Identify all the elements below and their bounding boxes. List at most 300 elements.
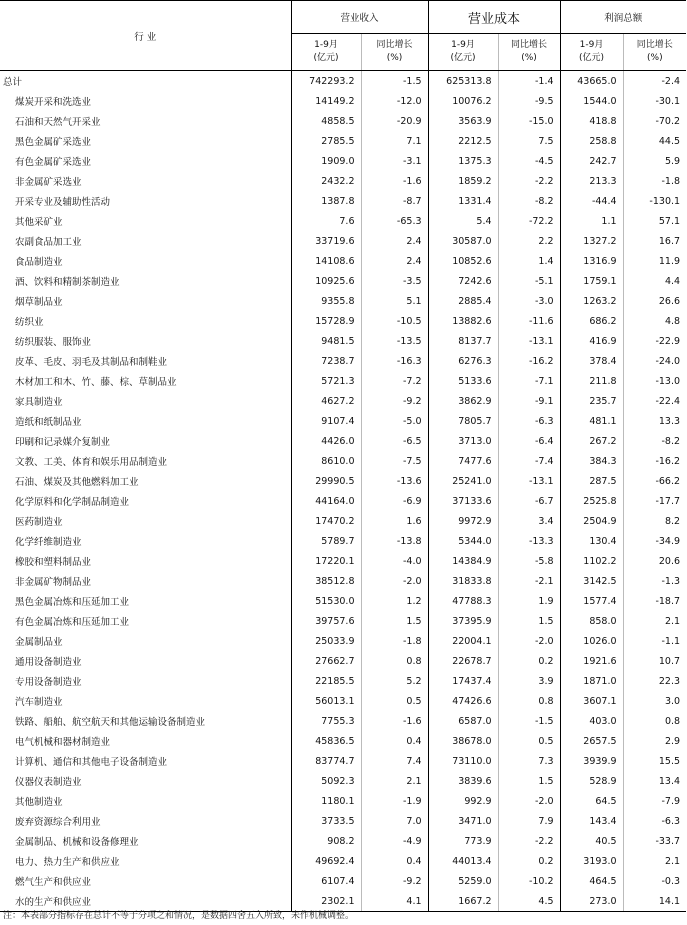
value-cell: -66.2 [623, 471, 686, 491]
value-cell: 25033.9 [291, 631, 361, 651]
value-cell: -2.0 [361, 571, 428, 591]
value-cell: 7.3 [498, 751, 560, 771]
profit-value-header: 1-9月 (亿元) [560, 34, 623, 71]
value-cell: 30587.0 [428, 231, 498, 251]
value-cell: 43665.0 [560, 71, 623, 92]
value-cell: 51530.0 [291, 591, 361, 611]
value-cell: -6.3 [623, 811, 686, 831]
value-cell: -13.6 [361, 471, 428, 491]
table-row [0, 311, 686, 331]
value-cell: -10.2 [498, 871, 560, 891]
value-cell: -7.1 [498, 371, 560, 391]
value-cell: 22678.7 [428, 651, 498, 671]
value-cell: 416.9 [560, 331, 623, 351]
value-cell: 0.8 [361, 651, 428, 671]
industry-name-cell: 废弃资源综合利用业 [15, 817, 101, 828]
value-cell: 5344.0 [428, 531, 498, 551]
value-cell: 27662.7 [291, 651, 361, 671]
industry-name-cell: 黑色金属矿采选业 [15, 137, 92, 148]
industry-name-cell: 计算机、通信和其他电子设备制造业 [15, 757, 168, 768]
value-cell: -6.9 [361, 491, 428, 511]
value-cell: 4627.2 [291, 391, 361, 411]
value-cell: 2.4 [361, 231, 428, 251]
value-cell: -30.1 [623, 91, 686, 111]
table-row [0, 191, 686, 211]
industry-name-cell: 食品制造业 [15, 257, 63, 268]
value-cell: 22004.1 [428, 631, 498, 651]
value-cell: 7.4 [361, 751, 428, 771]
value-cell: 20.6 [623, 551, 686, 571]
value-cell: 0.8 [623, 711, 686, 731]
industry-name-cell: 烟草制品业 [15, 297, 63, 308]
value-cell: 10852.6 [428, 251, 498, 271]
value-cell: -8.7 [361, 191, 428, 211]
table-row [0, 551, 686, 571]
table-row [0, 771, 686, 791]
value-cell: 8610.0 [291, 451, 361, 471]
value-cell: 7.0 [361, 811, 428, 831]
value-cell: 1859.2 [428, 171, 498, 191]
value-cell: 7.9 [498, 811, 560, 831]
value-cell: -8.2 [623, 431, 686, 451]
value-cell: 403.0 [560, 711, 623, 731]
value-cell: 2525.8 [560, 491, 623, 511]
value-cell: 2504.9 [560, 511, 623, 531]
value-cell: 5.9 [623, 151, 686, 171]
value-cell: 258.8 [560, 131, 623, 151]
table-row [0, 871, 686, 891]
value-cell: -5.0 [361, 411, 428, 431]
footnote: 注：本表部分指标存在总计不等于分项之和情况，是数据四舍五入所致，未作机械调整。 [3, 911, 355, 921]
value-cell: 9107.4 [291, 411, 361, 431]
value-cell: 17437.4 [428, 671, 498, 691]
value-cell: 1102.2 [560, 551, 623, 571]
value-cell: 1.4 [498, 251, 560, 271]
value-cell: 3471.0 [428, 811, 498, 831]
industry-name-cell: 非金属矿采选业 [15, 177, 82, 188]
value-cell: 418.8 [560, 111, 623, 131]
value-cell: 73110.0 [428, 751, 498, 771]
value-cell: 773.9 [428, 831, 498, 851]
table-row [0, 351, 686, 371]
table-row [0, 291, 686, 311]
industry-name-cell: 非金属矿物制品业 [15, 577, 92, 588]
value-cell: 45836.5 [291, 731, 361, 751]
value-cell: -24.0 [623, 351, 686, 371]
value-cell: -6.4 [498, 431, 560, 451]
value-cell: 4.8 [623, 311, 686, 331]
value-cell: 7805.7 [428, 411, 498, 431]
value-cell: -2.0 [498, 791, 560, 811]
value-cell: 47426.6 [428, 691, 498, 711]
value-cell: 16.7 [623, 231, 686, 251]
value-cell: -2.1 [498, 571, 560, 591]
value-cell: -3.5 [361, 271, 428, 291]
value-cell: -11.6 [498, 311, 560, 331]
value-cell: 49692.4 [291, 851, 361, 871]
value-cell: 1667.2 [428, 891, 498, 912]
value-cell: 3733.5 [291, 811, 361, 831]
value-cell: 11.9 [623, 251, 686, 271]
value-cell: 5.4 [428, 211, 498, 231]
value-cell: 2657.5 [560, 731, 623, 751]
industry-name-cell: 仪器仪表制造业 [15, 777, 82, 788]
value-cell: 1375.3 [428, 151, 498, 171]
table-row [0, 671, 686, 691]
table-row [0, 791, 686, 811]
industry-name-cell: 其他制造业 [15, 797, 63, 808]
table-row [0, 111, 686, 131]
value-cell: 1.1 [560, 211, 623, 231]
industry-name-cell: 开采专业及辅助性活动 [15, 197, 111, 208]
value-cell: 14108.6 [291, 251, 361, 271]
value-cell: 1577.4 [560, 591, 623, 611]
table-row [0, 151, 686, 171]
value-cell: 2885.4 [428, 291, 498, 311]
table-row [0, 491, 686, 511]
value-cell: -1.9 [361, 791, 428, 811]
value-cell: -1.1 [623, 631, 686, 651]
industry-name-cell: 汽车制造业 [15, 697, 63, 708]
value-cell: 22.3 [623, 671, 686, 691]
value-cell: -16.2 [498, 351, 560, 371]
industry-name-cell: 酒、饮料和精制茶制造业 [15, 277, 120, 288]
value-cell: -6.7 [498, 491, 560, 511]
value-cell: 44013.4 [428, 851, 498, 871]
value-cell: 9355.8 [291, 291, 361, 311]
value-cell: -6.5 [361, 431, 428, 451]
value-cell: 13.4 [623, 771, 686, 791]
value-cell: 44164.0 [291, 491, 361, 511]
value-cell: -7.5 [361, 451, 428, 471]
value-cell: -13.5 [361, 331, 428, 351]
revenue-growth-header: 同比增长 (%) [361, 34, 428, 71]
value-cell: -7.9 [623, 791, 686, 811]
value-cell: 14.1 [623, 891, 686, 912]
value-cell: 5.2 [361, 671, 428, 691]
value-cell: -1.6 [361, 711, 428, 731]
table-row [0, 691, 686, 711]
value-cell: -1.4 [498, 71, 560, 92]
profit-growth-header: 同比增长 (%) [623, 34, 686, 71]
value-cell: 15728.9 [291, 311, 361, 331]
value-cell: 5133.6 [428, 371, 498, 391]
value-cell: 0.5 [498, 731, 560, 751]
table-row [0, 451, 686, 471]
value-cell: 384.3 [560, 451, 623, 471]
value-cell: 31833.8 [428, 571, 498, 591]
value-cell: 0.8 [498, 691, 560, 711]
value-cell: 14384.9 [428, 551, 498, 571]
value-cell: 7238.7 [291, 351, 361, 371]
value-cell: -33.7 [623, 831, 686, 851]
value-cell: 2.4 [361, 251, 428, 271]
cost-value-header: 1-9月 (亿元) [428, 34, 498, 71]
value-cell: -20.9 [361, 111, 428, 131]
value-cell: 38512.8 [291, 571, 361, 591]
value-cell: 4.4 [623, 271, 686, 291]
table-row [0, 471, 686, 491]
value-cell: -5.1 [498, 271, 560, 291]
value-cell: 742293.2 [291, 71, 361, 92]
table-row [0, 651, 686, 671]
value-cell: 7755.3 [291, 711, 361, 731]
table-row [0, 631, 686, 651]
value-cell: -2.2 [498, 831, 560, 851]
value-cell: 3939.9 [560, 751, 623, 771]
value-cell: 2.1 [623, 851, 686, 871]
value-cell: -1.8 [623, 171, 686, 191]
value-cell: -2.4 [623, 71, 686, 92]
industry-name-cell: 造纸和纸制品业 [15, 417, 82, 428]
value-cell: -5.8 [498, 551, 560, 571]
value-cell: -4.9 [361, 831, 428, 851]
value-cell: -1.5 [361, 71, 428, 92]
value-cell: -15.0 [498, 111, 560, 131]
industry-name-cell: 农副食品加工业 [15, 237, 82, 248]
value-cell: 0.2 [498, 651, 560, 671]
value-cell: 2.9 [623, 731, 686, 751]
value-cell: -13.3 [498, 531, 560, 551]
value-cell: 8.2 [623, 511, 686, 531]
value-cell: -1.5 [498, 711, 560, 731]
industry-name-cell: 木材加工和木、竹、藤、棕、草制品业 [15, 377, 177, 388]
value-cell: 47788.3 [428, 591, 498, 611]
table-row [0, 591, 686, 611]
value-cell: 13882.6 [428, 311, 498, 331]
value-cell: 2.1 [361, 771, 428, 791]
value-cell: 37395.9 [428, 611, 498, 631]
industry-name-cell: 有色金属冶炼和压延加工业 [15, 617, 130, 628]
value-cell: 7242.6 [428, 271, 498, 291]
value-cell: 242.7 [560, 151, 623, 171]
industry-name-cell: 燃气生产和供应业 [15, 877, 92, 888]
value-cell: 3607.1 [560, 691, 623, 711]
value-cell: 267.2 [560, 431, 623, 451]
value-cell: 2212.5 [428, 131, 498, 151]
industry-name-cell: 总计 [3, 77, 23, 88]
value-cell: -1.8 [361, 631, 428, 651]
table-row [0, 751, 686, 771]
value-cell: 3862.9 [428, 391, 498, 411]
value-cell: 3.9 [498, 671, 560, 691]
value-cell: -12.0 [361, 91, 428, 111]
table-row-total [0, 71, 686, 92]
industry-name-cell: 通用设备制造业 [15, 657, 82, 668]
value-cell: 4.5 [498, 891, 560, 912]
value-cell: -65.3 [361, 211, 428, 231]
industry-name-cell: 纺织服装、服饰业 [15, 337, 92, 348]
value-cell: -13.0 [623, 371, 686, 391]
industry-name-cell: 化学原料和化学制品制造业 [15, 497, 130, 508]
value-cell: -9.1 [498, 391, 560, 411]
value-cell: -16.2 [623, 451, 686, 471]
value-cell: 1.5 [498, 611, 560, 631]
value-cell: 1871.0 [560, 671, 623, 691]
value-cell: 287.5 [560, 471, 623, 491]
value-cell: 17470.2 [291, 511, 361, 531]
table-row [0, 231, 686, 251]
table-row [0, 731, 686, 751]
value-cell: 5721.3 [291, 371, 361, 391]
table-row [0, 271, 686, 291]
value-cell: -13.8 [361, 531, 428, 551]
value-cell: -13.1 [498, 471, 560, 491]
value-cell: 10.7 [623, 651, 686, 671]
value-cell: -1.6 [361, 171, 428, 191]
value-cell: 3.4 [498, 511, 560, 531]
cost-growth-header: 同比增长 (%) [498, 34, 560, 71]
profit-group-header: 利润总额 [560, 1, 686, 34]
value-cell: 4858.5 [291, 111, 361, 131]
value-cell: 908.2 [291, 831, 361, 851]
value-cell: 7.6 [291, 211, 361, 231]
value-cell: -7.2 [361, 371, 428, 391]
value-cell: 273.0 [560, 891, 623, 912]
value-cell: -3.1 [361, 151, 428, 171]
value-cell: 9481.5 [291, 331, 361, 351]
value-cell: 1759.1 [560, 271, 623, 291]
industry-name-cell: 化学纤维制造业 [15, 537, 82, 548]
value-cell: 1327.2 [560, 231, 623, 251]
value-cell: 29990.5 [291, 471, 361, 491]
value-cell: 3713.0 [428, 431, 498, 451]
value-cell: 1180.1 [291, 791, 361, 811]
value-cell: -2.0 [498, 631, 560, 651]
industry-column-header: 行 业 [0, 1, 291, 71]
cost-group-header: 营业成本 [428, 1, 560, 34]
value-cell: 26.6 [623, 291, 686, 311]
industry-name-cell: 文教、工美、体育和娱乐用品制造业 [15, 457, 168, 468]
value-cell: 1331.4 [428, 191, 498, 211]
value-cell: 25241.0 [428, 471, 498, 491]
value-cell: -9.5 [498, 91, 560, 111]
value-cell: -70.2 [623, 111, 686, 131]
value-cell: -16.3 [361, 351, 428, 371]
value-cell: -22.4 [623, 391, 686, 411]
industry-name-cell: 其他采矿业 [15, 217, 63, 228]
value-cell: 9972.9 [428, 511, 498, 531]
value-cell: 5.1 [361, 291, 428, 311]
table-row [0, 611, 686, 631]
value-cell: 2.2 [498, 231, 560, 251]
table-row [0, 711, 686, 731]
value-cell: -0.3 [623, 871, 686, 891]
value-cell: 13.3 [623, 411, 686, 431]
table-row [0, 811, 686, 831]
value-cell: 64.5 [560, 791, 623, 811]
value-cell: 10076.2 [428, 91, 498, 111]
industry-name-cell: 电气机械和器材制造业 [15, 737, 111, 748]
value-cell: 213.3 [560, 171, 623, 191]
value-cell: -4.0 [361, 551, 428, 571]
value-cell: 1026.0 [560, 631, 623, 651]
table-row [0, 851, 686, 871]
value-cell: 39757.6 [291, 611, 361, 631]
table-row [0, 571, 686, 591]
value-cell: 378.4 [560, 351, 623, 371]
value-cell: 0.5 [361, 691, 428, 711]
value-cell: 3.0 [623, 691, 686, 711]
value-cell: 143.4 [560, 811, 623, 831]
value-cell: -1.3 [623, 571, 686, 591]
value-cell: 5789.7 [291, 531, 361, 551]
value-cell: 2785.5 [291, 131, 361, 151]
industry-name-cell: 黑色金属冶炼和压延加工业 [15, 597, 130, 608]
value-cell: -7.4 [498, 451, 560, 471]
table-row [0, 171, 686, 191]
revenue-value-header: 1-9月 (亿元) [291, 34, 361, 71]
table-row [0, 371, 686, 391]
table-row [0, 511, 686, 531]
value-cell: 481.1 [560, 411, 623, 431]
value-cell: 1921.6 [560, 651, 623, 671]
value-cell: 5259.0 [428, 871, 498, 891]
value-cell: 1387.8 [291, 191, 361, 211]
value-cell: 130.4 [560, 531, 623, 551]
value-cell: 1544.0 [560, 91, 623, 111]
value-cell: 0.4 [361, 731, 428, 751]
value-cell: 1316.9 [560, 251, 623, 271]
table-row [0, 391, 686, 411]
table-row [0, 91, 686, 111]
value-cell: -9.2 [361, 391, 428, 411]
industry-name-cell: 石油、煤炭及其他燃料加工业 [15, 477, 139, 488]
value-cell: -13.1 [498, 331, 560, 351]
value-cell: 1.5 [498, 771, 560, 791]
value-cell: 57.1 [623, 211, 686, 231]
value-cell: -6.3 [498, 411, 560, 431]
value-cell: 22185.5 [291, 671, 361, 691]
industry-name-cell: 医药制造业 [15, 517, 63, 528]
industry-name-cell: 煤炭开采和洗选业 [15, 97, 92, 108]
value-cell: -9.2 [361, 871, 428, 891]
value-cell: 0.2 [498, 851, 560, 871]
value-cell: 56013.1 [291, 691, 361, 711]
value-cell: 686.2 [560, 311, 623, 331]
value-cell: 3563.9 [428, 111, 498, 131]
table-row [0, 331, 686, 351]
industry-name-cell: 印刷和记录媒介复制业 [15, 437, 111, 448]
value-cell: 14149.2 [291, 91, 361, 111]
value-cell: 464.5 [560, 871, 623, 891]
value-cell: 33719.6 [291, 231, 361, 251]
value-cell: 858.0 [560, 611, 623, 631]
industry-name-cell: 有色金属矿采选业 [15, 157, 92, 168]
table-row [0, 431, 686, 451]
industry-name-cell: 电力、热力生产和供应业 [15, 857, 120, 868]
value-cell: 1.2 [361, 591, 428, 611]
value-cell: 6276.3 [428, 351, 498, 371]
value-cell: 8137.7 [428, 331, 498, 351]
value-cell: 4426.0 [291, 431, 361, 451]
value-cell: 211.8 [560, 371, 623, 391]
value-cell: 40.5 [560, 831, 623, 851]
value-cell: -72.2 [498, 211, 560, 231]
table-row [0, 831, 686, 851]
table-body [0, 71, 686, 912]
revenue-group-header: 营业收入 [291, 1, 428, 34]
value-cell: 1.5 [361, 611, 428, 631]
value-cell: -130.1 [623, 191, 686, 211]
value-cell: 1909.0 [291, 151, 361, 171]
value-cell: 3193.0 [560, 851, 623, 871]
industry-name-cell: 皮革、毛皮、羽毛及其制品和制鞋业 [15, 357, 168, 368]
value-cell: -4.5 [498, 151, 560, 171]
industry-name-cell: 专用设备制造业 [15, 677, 82, 688]
value-cell: 625313.8 [428, 71, 498, 92]
industry-name-cell: 纺织业 [15, 317, 44, 328]
